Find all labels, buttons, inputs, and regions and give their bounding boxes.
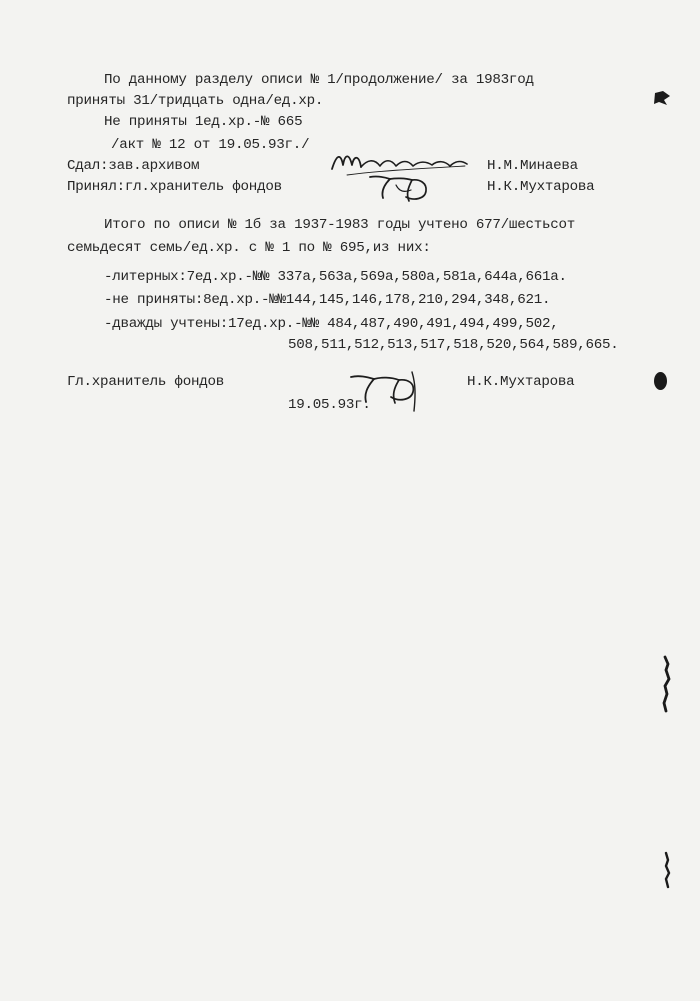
received-by-label: Принял:гл.хранитель фондов (67, 179, 282, 195)
footer-title: Гл.хранитель фондов (67, 374, 225, 390)
summary-line-1: Итого по описи № 1б за 1937-1983 годы учтено 677/шестьсот (104, 217, 576, 233)
mukhtarova-signature-upper (366, 167, 438, 207)
mukhtarova-signature-lower (347, 362, 427, 416)
literal-items-line: -литерных:7ед.хр.-№№ 337а,563а,569а,580а,581а,644а,661а. (104, 269, 567, 285)
summary-line-2: семьдесят семь/ед.хр. с № 1 по № 695,из них: (67, 240, 431, 256)
double-counted-line-1: -дважды учтены:17ед.хр.-№№ 484,487,490,491,494,499,502, (104, 316, 559, 332)
header-line-1: По данному разделу описи № 1/продолжение/ за 1983год (104, 72, 534, 88)
given-by-name: Н.М.Минаева (487, 158, 578, 174)
edge-punch-mark-top (651, 88, 675, 108)
header-line-3: Не приняты 1ед.хр.-№ 665 (104, 114, 303, 130)
double-counted-line-2: 508,511,512,513,517,518,520,564,589,665. (288, 337, 619, 353)
header-line-2: приняты 31/тридцать одна/ед.хр. (67, 93, 324, 109)
edge-punch-mark-lower (659, 655, 673, 713)
header-line-4: /акт № 12 от 19.05.93г./ (111, 137, 310, 153)
received-by-name: Н.К.Мухтарова (487, 179, 595, 195)
edge-punch-mark-bottom (660, 851, 674, 889)
footer-date: 19.05.93г. (288, 397, 371, 413)
footer-name: Н.К.Мухтарова (467, 374, 575, 390)
edge-punch-mark-middle (654, 372, 667, 390)
not-accepted-items-line: -не приняты:8ед.хр.-№№144,145,146,178,210,294,348,621. (104, 292, 551, 308)
given-by-label: Сдал:зав.архивом (67, 158, 200, 174)
